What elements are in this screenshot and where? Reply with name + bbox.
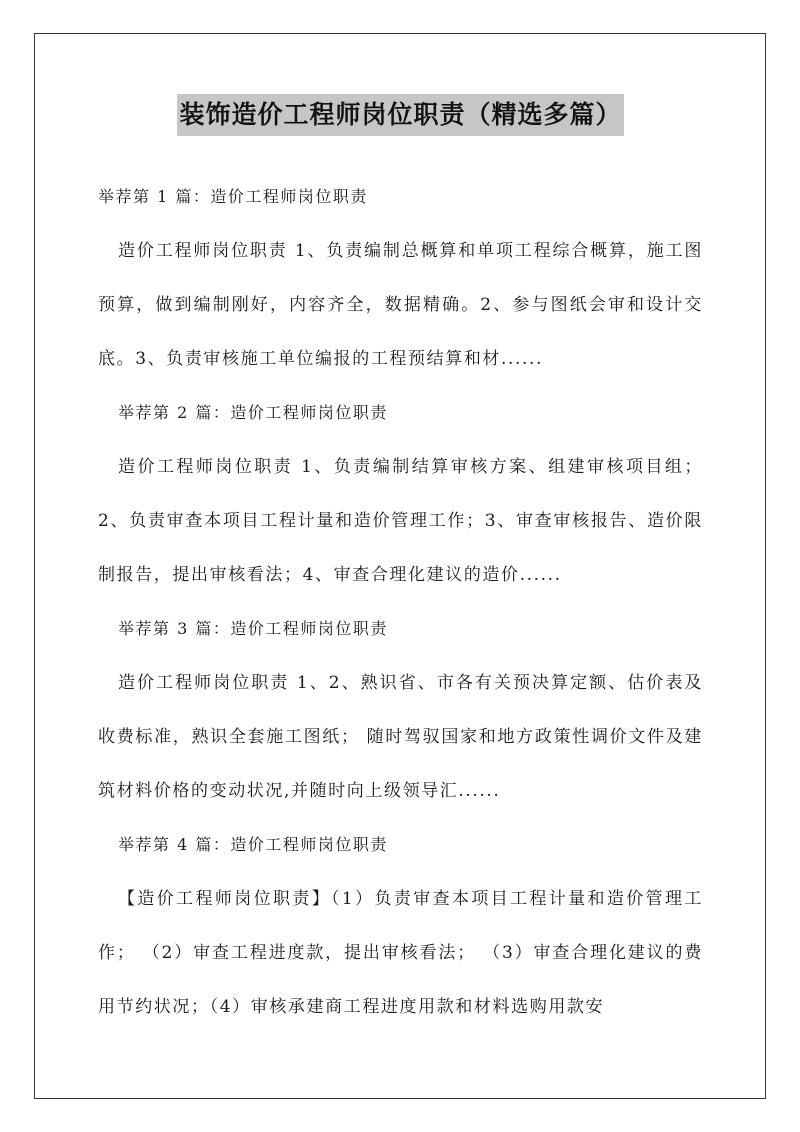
section-1-body: 造价工程师岗位职责 1、负责编制总概算和单项工程综合概算，施工图预算，做到编制刚好，内容齐全，数据精确。2、参与图纸会审和设计交底。3、负责审核施工单位编报的工程预结算和材...... [98, 241, 703, 369]
title-wrap [98, 94, 703, 138]
section-1-heading: 举荐第 1 篇：造价工程师岗位职责 [98, 187, 368, 206]
document-body [98, 94, 703, 1034]
section-2-body: 造价工程师岗位职责 1、负责编制结算审核方案、组建审核项目组；2、负责审查本项目工程计量和造价管理工作；3、审查审核报告、造价限制报告，提出审核看法；4、审查合理化建议的造价...... [98, 457, 703, 585]
section-2-heading: 举荐第 2 篇：造价工程师岗位职责 [118, 403, 388, 422]
section-3-body: 造价工程师岗位职责 1、2、熟识省、市各有关预决算定额、估价表及收费标准，熟识全套施工图纸； 随时驾驭国家和地方政策性调价文件及建筑材料价格的变动状况,并随时向上级领导汇...... [98, 673, 703, 801]
section-4-heading: 举荐第 4 篇：造价工程师岗位职责 [118, 835, 388, 854]
document-title: 装饰造价工程师岗位职责（精选多篇） [177, 94, 623, 136]
section-4-body: 【造价工程师岗位职责】（1）负责审查本项目工程计量和造价管理工作； （2）审查工程进度款，提出审核看法； （3）审查合理化建议的费用节约状况；（4）审核承建商工程进度用款和材料选购用款安 [98, 889, 703, 1017]
section-3-heading: 举荐第 3 篇：造价工程师岗位职责 [118, 619, 388, 638]
